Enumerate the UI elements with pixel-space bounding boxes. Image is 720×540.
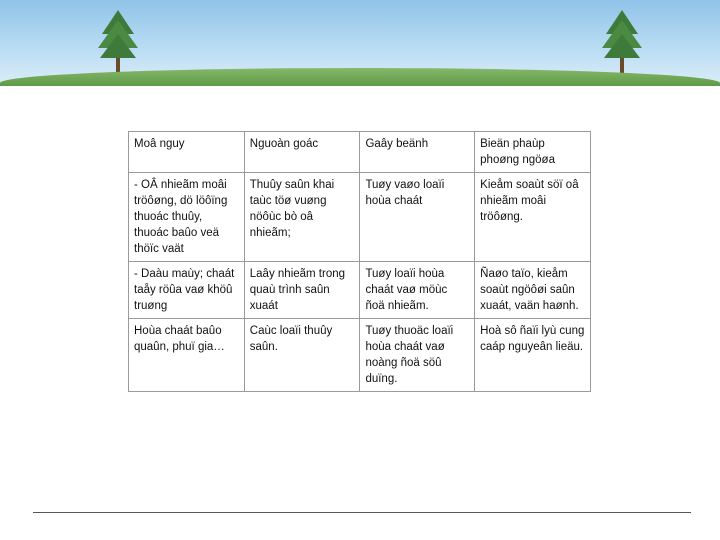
footer-divider bbox=[33, 512, 691, 513]
tree-left-icon bbox=[96, 8, 140, 78]
table-cell: Hoà sô ñaïi lyù cung caáp nguyeân lieäu. bbox=[475, 319, 591, 392]
table-row bbox=[129, 262, 591, 319]
header-cell-source: Nguoàn goác bbox=[244, 132, 360, 173]
table-cell: Laây nhieãm trong quaù trình saûn xuaát bbox=[244, 262, 360, 319]
table-cell: Tuøy loaïi hoùa chaát vaø möùc ñoä nhieãm. bbox=[360, 262, 475, 319]
table-row bbox=[129, 319, 591, 392]
table-cell: Tuøy vaøo loaïi hoùa chaát bbox=[360, 173, 475, 262]
table-cell: Caùc loaïi thuûy saûn. bbox=[244, 319, 360, 392]
table-cell: Ñaøo taïo, kieåm soaùt ngöôøi saûn xuaát, vaän haønh. bbox=[475, 262, 591, 319]
table-row bbox=[129, 173, 591, 262]
tree-right-icon bbox=[600, 8, 644, 78]
hazard-table bbox=[128, 131, 591, 392]
header-cell-prevention: Bieän phaùp phoøng ngöøa bbox=[475, 132, 591, 173]
table-cell: Hoùa chaát baûo quaûn, phuï gia… bbox=[129, 319, 245, 392]
header-cell-disease: Gaây beänh bbox=[360, 132, 475, 173]
table-cell: - OÂ nhieãm moâi tröôøng, dö löôïng thuoác thuûy, thuoác baûo veä thöïc vaät bbox=[129, 173, 245, 262]
table-header-row bbox=[129, 132, 591, 173]
header-cell-hazard: Moâ nguy bbox=[129, 132, 245, 173]
header-banner bbox=[0, 0, 720, 86]
table-cell: Tuøy thuoäc loaïi hoùa chaát vaø noàng ñoä söû duïng. bbox=[360, 319, 475, 392]
table-cell: Thuûy saûn khai taùc töø vuøng nöôùc bò oâ nhieãm; bbox=[244, 173, 360, 262]
table-cell: Kieåm soaùt söï oâ nhieãm moâi tröôøng. bbox=[475, 173, 591, 262]
table-cell: - Daàu maùy; chaát taåy röûa vaø khöû truøng bbox=[129, 262, 245, 319]
